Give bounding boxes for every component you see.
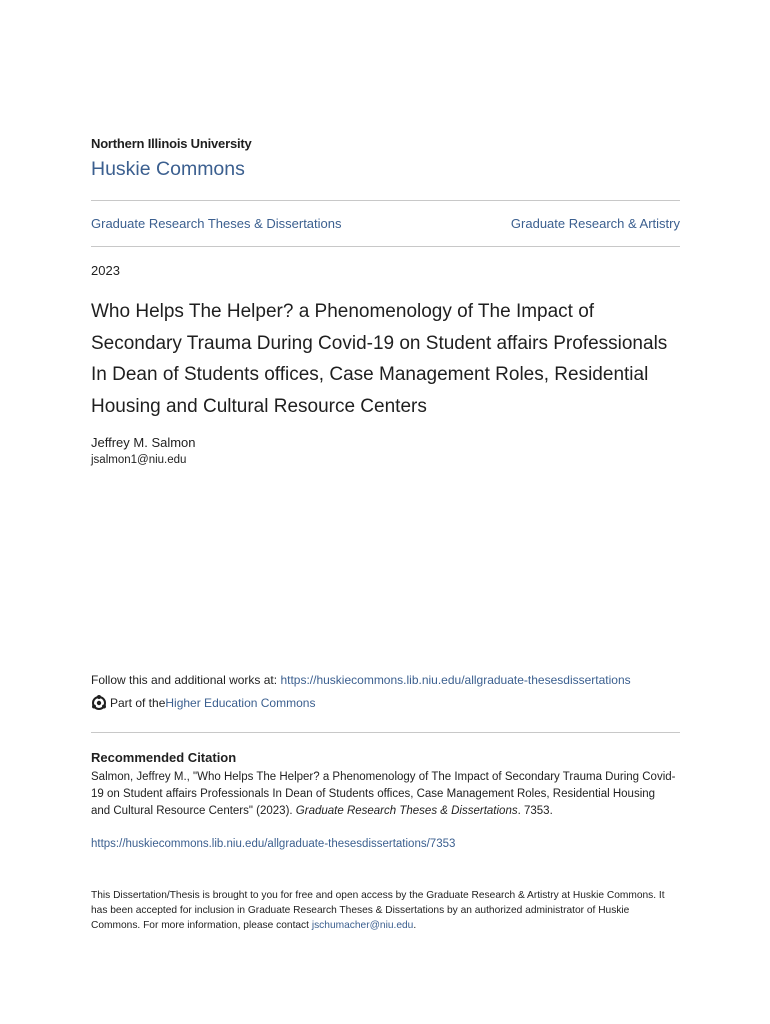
divider-top [91, 200, 680, 201]
repository-link[interactable]: Huskie Commons [91, 158, 245, 180]
collection-link-theses[interactable]: Graduate Research Theses & Dissertations [91, 216, 342, 231]
network-icon [91, 695, 107, 711]
access-notice [91, 888, 676, 933]
citation-body: Salmon, Jeffrey M., "Who Helps The Helper? a Phenomenology of The Impact of Secondary Trauma During Covid-19 on Student affairs Professionals In Dean of Students offices, Case Management Roles, Residential Housing and Cultural Resource Centers" (2023). [91, 771, 676, 818]
institution-name: Northern Illinois University [91, 136, 252, 151]
notice-end: . [413, 920, 417, 931]
author-email: jsalmon1@niu.edu [91, 454, 187, 466]
citation-text [91, 769, 676, 821]
citation-url-link[interactable]: https://huskiecommons.lib.niu.edu/allgraduate-thesesdissertations/7353 [91, 838, 456, 850]
follow-line [91, 673, 631, 687]
divider-collections [91, 246, 680, 247]
citation-series: Graduate Research Theses & Dissertations [295, 805, 518, 818]
citation-number: . 7353. [517, 805, 553, 818]
document-title: Who Helps The Helper? a Phenomenology of The Impact of Secondary Trauma During Covid-19 on Student affairs Professionals In Dean of Students offices, Case Management Roles, Residential Housing and Cultural Resource Centers [91, 301, 668, 417]
part-of-label: Part of the [110, 696, 166, 710]
notice-text: This Dissertation/Thesis is brought to you for free and open access by the Graduate Research & Artistry at Huskie Commons. It has been accepted for inclusion in Graduate Research Theses & Dissertations by an authorized administrator of Huskie Commons. For more information, please contact [91, 890, 665, 931]
part-of-line [91, 695, 315, 711]
higher-education-commons-link[interactable]: Higher Education Commons [165, 696, 316, 710]
collection-link-artistry[interactable]: Graduate Research & Artistry [510, 216, 680, 231]
contact-email-link[interactable]: jschumacher@niu.edu [311, 920, 414, 931]
recommended-citation-heading: Recommended Citation [91, 750, 237, 765]
publication-year: 2023 [91, 263, 120, 278]
author-name: Jeffrey M. Salmon [91, 435, 196, 450]
follow-url-link[interactable]: https://huskiecommons.lib.niu.edu/allgraduate-thesesdissertations [280, 673, 631, 687]
divider-citation [91, 732, 680, 733]
follow-label: Follow this and additional works at: [91, 673, 281, 687]
